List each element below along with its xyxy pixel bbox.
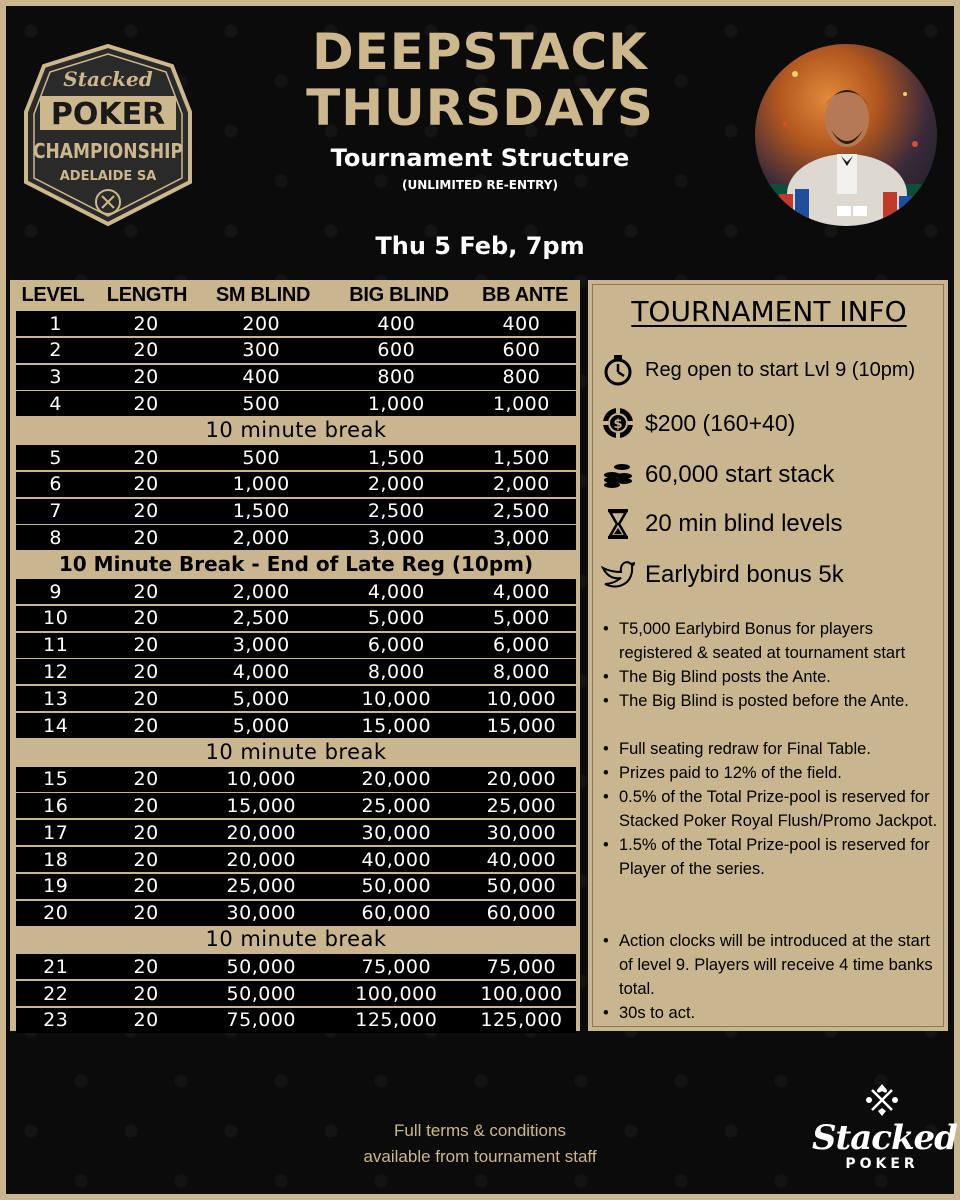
cell-level: 7 [49,500,63,523]
note-item: • 30s to act. [601,1001,941,1025]
cell-level: 2 [49,339,63,362]
feature-text: $200 (160+40) [645,409,796,436]
break-row: 10 minute break [205,418,387,443]
cell-bb-ante: 125,000 [480,1009,563,1032]
cell-length: 20 [133,660,159,683]
cell-length: 20 [133,821,159,844]
cell-length: 20 [133,607,159,630]
cell-length: 20 [133,1009,159,1032]
cell-level: 16 [43,794,69,817]
table-row [16,445,576,470]
cell-big-blind: 5,000 [367,607,425,630]
col-big-blind: BIG BLIND [349,284,449,306]
col-level: LEVEL [21,284,85,306]
feature-text: 20 min blind levels [645,510,843,537]
cell-big-blind: 60,000 [361,902,432,925]
cell-length: 20 [133,848,159,871]
brand-word: POKER [845,1156,919,1172]
table-row [16,847,576,872]
logo-line1: POKER [50,97,166,132]
cell-level: 10 [43,607,69,630]
notes-group-2 [601,737,941,881]
logo-script: Stacked [63,67,153,91]
cell-big-blind: 800 [377,366,416,389]
feature-text: 60,000 start stack [645,461,835,488]
cell-level: 5 [49,446,63,469]
note-item: • Action clocks will be introduced at the start of level 9. Players will receive 4 time banks total. [601,929,941,1001]
chip-icon [601,406,635,440]
cell-bb-ante: 800 [502,366,541,389]
table-row [16,874,576,899]
table-row [16,659,576,684]
cell-bb-ante: 3,000 [492,526,550,549]
cell-big-blind: 75,000 [361,955,432,978]
chip-stack-icon [601,458,635,492]
cell-sm-blind: 5,000 [232,687,290,710]
cell-length: 20 [133,634,159,657]
cell-sm-blind: 1,500 [232,500,290,523]
stopwatch-icon [601,353,635,387]
cell-level: 19 [43,875,69,898]
cell-bb-ante: 8,000 [492,660,550,683]
cell-length: 20 [133,794,159,817]
svg-text:$: $ [613,417,623,432]
cell-big-blind: 8,000 [367,660,425,683]
note-item: • The Big Blind posts the Ante. [601,665,941,689]
cell-length: 20 [133,875,159,898]
feature-text: Reg open to start Lvl 9 (10pm) [645,358,916,381]
cell-length: 20 [133,392,159,415]
cell-big-blind: 20,000 [361,768,432,791]
cell-bb-ante: 50,000 [486,875,557,898]
feature-text: Earlybird bonus 5k [645,561,844,588]
cell-level: 18 [43,848,69,871]
cell-length: 20 [133,500,159,523]
cell-sm-blind: 50,000 [226,982,296,1005]
blind-structure-table [10,280,580,1031]
cell-sm-blind: 200 [242,312,281,335]
cell-big-blind: 30,000 [361,821,432,844]
cell-sm-blind: 75,000 [226,1009,296,1032]
cell-big-blind: 2,000 [367,473,425,496]
cell-level: 9 [49,580,63,603]
cell-big-blind: 400 [377,312,416,335]
player-portrait-image [755,44,937,226]
event-title [280,24,680,136]
table-row [16,713,576,738]
cell-sm-blind: 1,000 [232,473,290,496]
cell-bb-ante: 2,500 [492,500,550,523]
table-header [10,284,580,312]
info-heading: TOURNAMENT INFO [631,295,907,328]
table-row [16,525,576,550]
cell-big-blind: 3,000 [367,526,425,549]
cell-sm-blind: 10,000 [226,768,296,791]
cell-level: 6 [49,473,63,496]
stacked-poker-logo [812,1080,957,1184]
cell-sm-blind: 50,000 [226,955,296,978]
note-item: • T5,000 Earlybird Bonus for players registered & seated at tournament start [601,617,941,665]
break-row: 10 minute break [205,739,387,764]
terms-footer [280,1118,680,1170]
cell-sm-blind: 3,000 [232,634,290,657]
cell-big-blind: 15,000 [361,714,432,737]
cell-length: 20 [133,446,159,469]
cell-big-blind: 50,000 [361,875,432,898]
cell-length: 20 [133,768,159,791]
cell-bb-ante: 15,000 [486,714,557,737]
cell-big-blind: 6,000 [367,634,425,657]
cell-sm-blind: 2,500 [232,607,290,630]
cell-big-blind: 1,500 [367,446,425,469]
table-row [16,606,576,631]
cell-level: 13 [43,687,69,710]
notes-group-3 [601,929,941,1025]
cell-big-blind: 600 [377,339,416,362]
cell-bb-ante: 60,000 [486,902,557,925]
cell-bb-ante: 600 [502,339,541,362]
cell-sm-blind: 25,000 [226,875,296,898]
table-row [16,981,576,1006]
cell-sm-blind: 4,000 [232,660,290,683]
cell-bb-ante: 5,000 [492,607,550,630]
cell-length: 20 [133,714,159,737]
cell-sm-blind: 2,000 [232,526,290,549]
cell-length: 20 [133,526,159,549]
table-row [16,820,576,845]
cell-level: 11 [43,634,69,657]
cell-bb-ante: 400 [502,312,541,335]
footer-line1: Full terms & conditions [394,1121,566,1140]
cell-length: 20 [133,982,159,1005]
title-line1: DEEPSTACK [312,23,648,81]
cell-level: 1 [49,312,63,335]
logo-line2: CHAMPIONSHIP [33,139,183,163]
cell-sm-blind: 30,000 [226,902,296,925]
cell-sm-blind: 500 [242,392,281,415]
cell-sm-blind: 2,000 [232,580,290,603]
cell-level: 12 [43,660,69,683]
cell-level: 15 [43,768,69,791]
table-row [16,472,576,497]
note-item: • Full seating redraw for Final Table. [601,737,941,761]
hourglass-icon [601,507,635,541]
cell-sm-blind: 20,000 [226,848,296,871]
cell-sm-blind: 500 [242,446,281,469]
cell-level: 4 [49,392,63,415]
cell-big-blind: 2,500 [367,500,425,523]
cell-big-blind: 40,000 [361,848,432,871]
feature-registration [601,353,915,387]
feature-buyin [601,406,795,440]
cell-big-blind: 4,000 [367,580,425,603]
col-bb-ante: BB ANTE [481,284,569,306]
logo-location: ADELAIDE SA [59,169,157,184]
table-row [16,901,576,926]
cell-big-blind: 1,000 [367,392,425,415]
subtitle: Tournament Structure [330,144,630,172]
cell-level: 17 [43,821,69,844]
cell-big-blind: 25,000 [361,794,432,817]
cell-sm-blind: 400 [242,366,281,389]
cell-level: 23 [43,1009,69,1032]
cell-bb-ante: 30,000 [486,821,557,844]
note-item: • The Big Blind is posted before the Ante. [601,689,941,713]
table-row [16,686,576,711]
cell-sm-blind: 20,000 [226,821,296,844]
note-item: • 1.5% of the Total Prize-pool is reserved for Player of the series. [601,833,941,881]
brand-script: Stacked [812,1118,957,1158]
table-row [16,391,576,416]
cell-length: 20 [133,580,159,603]
cell-sm-blind: 300 [242,339,281,362]
cell-level: 14 [43,714,69,737]
cell-big-blind: 125,000 [355,1009,438,1032]
cell-bb-ante: 1,500 [492,446,550,469]
cell-bb-ante: 10,000 [486,687,557,710]
cell-bb-ante: 40,000 [486,848,557,871]
cell-length: 20 [133,339,159,362]
cell-bb-ante: 25,000 [486,794,557,817]
cell-length: 20 [133,312,159,335]
table-row [16,633,576,658]
cell-bb-ante: 2,000 [492,473,550,496]
table-row [16,499,576,524]
table-row [16,954,576,979]
entry-note: (UNLIMITED RE-ENTRY) [402,178,558,192]
table-row [16,338,576,363]
cell-level: 22 [43,982,69,1005]
col-sm-blind: SM BLIND [215,284,311,306]
cell-bb-ante: 75,000 [486,955,557,978]
cell-sm-blind: 15,000 [226,794,296,817]
championship-logo [22,42,194,228]
cell-length: 20 [133,902,159,925]
cell-bb-ante: 100,000 [480,982,563,1005]
notes-group-1 [601,617,941,713]
event-date: Thu 5 Feb, 7pm [375,232,585,260]
break-row: 10 minute break [205,927,387,952]
bird-icon [601,558,635,592]
footer-line2: available from tournament staff [363,1147,597,1166]
feature-earlybird [601,558,844,592]
table-row [16,579,576,604]
title-line2: THURSDAYS [306,79,654,137]
col-length: LENGTH [106,284,188,306]
cell-level: 3 [49,366,63,389]
suits-icon [864,1082,900,1118]
note-item: • Prizes paid to 12% of the field. [601,761,941,785]
cell-level: 20 [43,902,69,925]
cell-level: 8 [49,526,63,549]
table-row [16,311,576,336]
cell-length: 20 [133,366,159,389]
cell-level: 21 [43,955,69,978]
cell-length: 20 [133,955,159,978]
table-row [16,1008,576,1033]
table-row [16,793,576,818]
cell-big-blind: 10,000 [361,687,432,710]
break-row: 10 Minute Break - End of Late Reg (10pm) [58,552,534,577]
table-row [16,767,576,792]
cell-length: 20 [133,687,159,710]
table-row [16,365,576,390]
feature-levels [601,507,842,541]
tournament-info-panel [588,280,948,1031]
cell-bb-ante: 1,000 [492,392,550,415]
note-item: • 0.5% of the Total Prize-pool is reserved for Stacked Poker Royal Flush/Promo Jackpot. [601,785,941,833]
cell-bb-ante: 4,000 [492,580,550,603]
cell-bb-ante: 20,000 [486,768,557,791]
feature-stack [601,458,834,492]
cell-length: 20 [133,473,159,496]
cell-big-blind: 100,000 [355,982,438,1005]
cell-sm-blind: 5,000 [232,714,290,737]
cell-bb-ante: 6,000 [492,634,550,657]
